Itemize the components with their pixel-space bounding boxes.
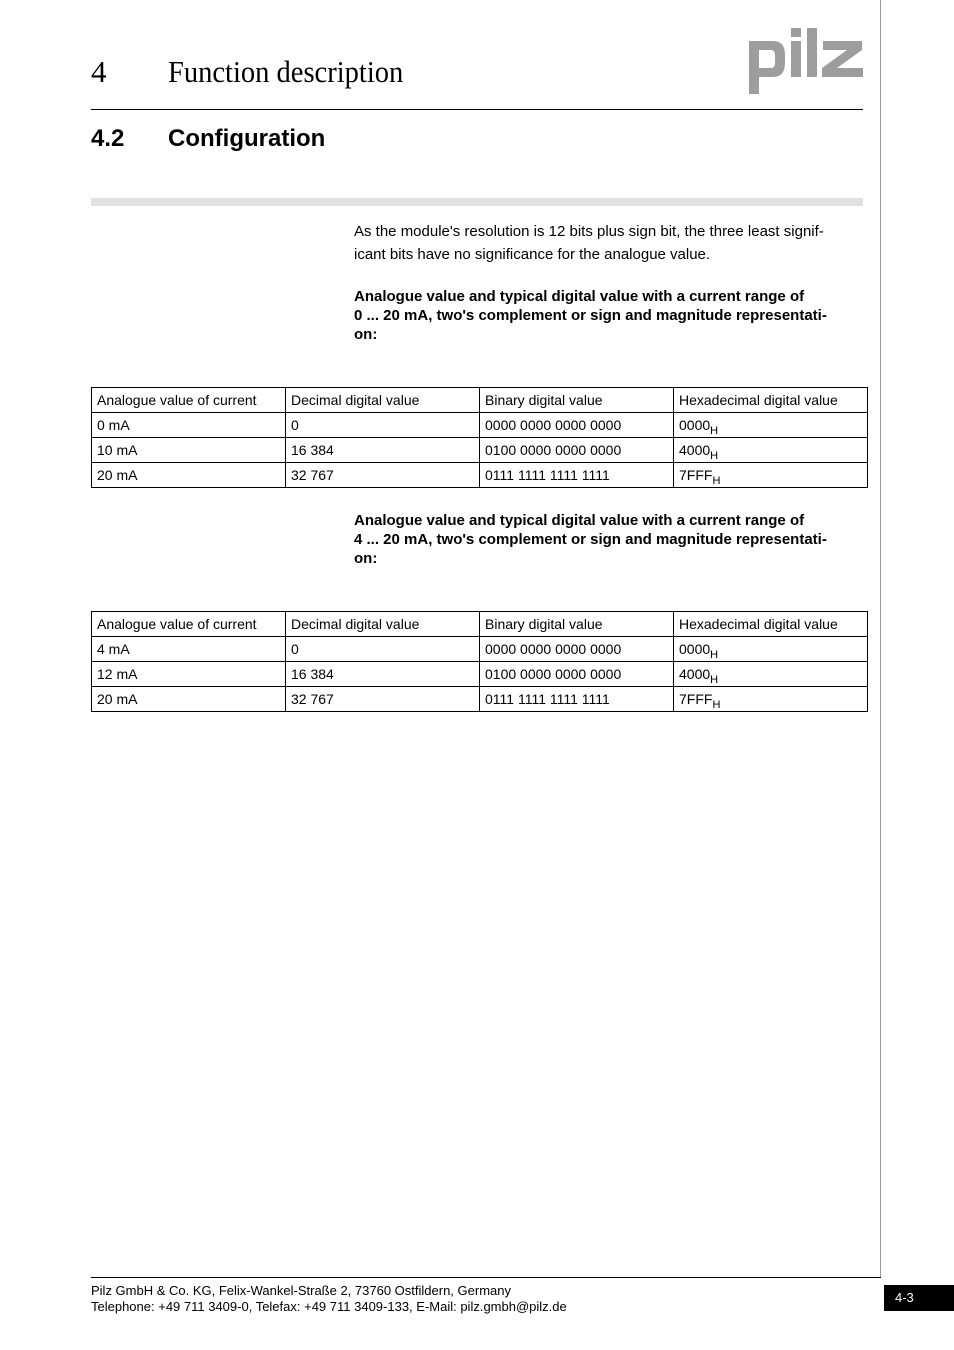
table2-caption [354, 511, 863, 568]
header-cell: Analogue value of current [92, 612, 286, 637]
hex-cell [674, 463, 868, 488]
section-divider-bar [91, 198, 863, 206]
hex-subscript: H [710, 674, 719, 686]
hex-value: 4000 [679, 442, 711, 458]
analogue-cell: 0 mA [92, 413, 286, 438]
header-cell: Binary digital value [480, 388, 674, 413]
analogue-cell: 12 mA [92, 662, 286, 687]
header-cell: Decimal digital value [286, 388, 480, 413]
hex-subscript: H [710, 450, 719, 462]
table1-caption [354, 287, 863, 344]
hex-subscript: H [712, 475, 721, 487]
hex-value: 7FFF [679, 467, 713, 483]
table-current-4-20ma [91, 611, 868, 712]
page-number: 4-3 [884, 1285, 954, 1311]
binary-cell: 0000 0000 0000 0000 [480, 637, 674, 662]
hex-value: 0000 [679, 417, 711, 433]
caption-line: 0 ... 20 mA, two's complement or sign and magnitude representati- [354, 307, 827, 324]
hex-cell [674, 662, 868, 687]
table-header-row [92, 388, 868, 413]
hex-value: 0000 [679, 641, 711, 657]
hex-cell [674, 687, 868, 712]
hex-value: 4000 [679, 666, 711, 682]
decimal-cell: 0 [286, 637, 480, 662]
table-header-row [92, 612, 868, 637]
page-right-rule [880, 0, 881, 1277]
hex-cell [674, 413, 868, 438]
hex-subscript: H [710, 649, 719, 661]
table-row [92, 463, 868, 488]
intro-line: icant bits have no significance for the analogue value. [354, 246, 711, 263]
hex-cell [674, 438, 868, 463]
header-cell: Binary digital value [480, 612, 674, 637]
table-row [92, 438, 868, 463]
binary-cell: 0000 0000 0000 0000 [480, 413, 674, 438]
binary-cell: 0111 1111 1111 1111 [480, 463, 674, 488]
table-row [92, 637, 868, 662]
section-title: Configuration [168, 125, 326, 152]
analogue-cell: 20 mA [92, 463, 286, 488]
caption-line: on: [354, 326, 378, 343]
caption-line: Analogue value and typical digital value with a current range of [354, 288, 805, 305]
table-row [92, 413, 868, 438]
intro-line: As the module's resolution is 12 bits plus sign bit, the three least signif- [354, 223, 824, 240]
caption-line: on: [354, 550, 378, 567]
decimal-cell: 16 384 [286, 438, 480, 463]
decimal-cell: 32 767 [286, 463, 480, 488]
decimal-cell: 32 767 [286, 687, 480, 712]
table-current-0-20ma [91, 387, 868, 488]
caption-line: Analogue value and typical digital value with a current range of [354, 512, 805, 529]
section-number: 4.2 [91, 125, 125, 152]
analogue-cell: 4 mA [92, 637, 286, 662]
decimal-cell: 16 384 [286, 662, 480, 687]
footer-rule [91, 1277, 881, 1278]
header-cell: Hexadecimal digital value [674, 612, 868, 637]
chapter-title: Function description [168, 54, 404, 89]
chapter-number: 4 [91, 54, 107, 89]
table-row [92, 687, 868, 712]
hex-subscript: H [710, 425, 719, 437]
pilz-logo [747, 26, 865, 96]
binary-cell: 0111 1111 1111 1111 [480, 687, 674, 712]
decimal-cell: 0 [286, 413, 480, 438]
analogue-cell: 20 mA [92, 687, 286, 712]
hex-value: 7FFF [679, 691, 713, 707]
caption-line: 4 ... 20 mA, two's complement or sign and magnitude representati- [354, 531, 827, 548]
footer-address: Pilz GmbH & Co. KG, Felix-Wankel-Straße 2, 73760 Ostfildern, Germany [91, 1283, 511, 1298]
footer-contact: Telephone: +49 711 3409-0, Telefax: +49 711 3409-133, E-Mail: pilz.gmbh@pilz.de [91, 1299, 567, 1314]
intro-paragraph [354, 220, 863, 266]
header-cell: Hexadecimal digital value [674, 388, 868, 413]
header-cell: Decimal digital value [286, 612, 480, 637]
hex-cell [674, 637, 868, 662]
header-rule [91, 109, 863, 110]
table-row [92, 662, 868, 687]
analogue-cell: 10 mA [92, 438, 286, 463]
header-cell: Analogue value of current [92, 388, 286, 413]
binary-cell: 0100 0000 0000 0000 [480, 662, 674, 687]
hex-subscript: H [712, 699, 721, 711]
binary-cell: 0100 0000 0000 0000 [480, 438, 674, 463]
